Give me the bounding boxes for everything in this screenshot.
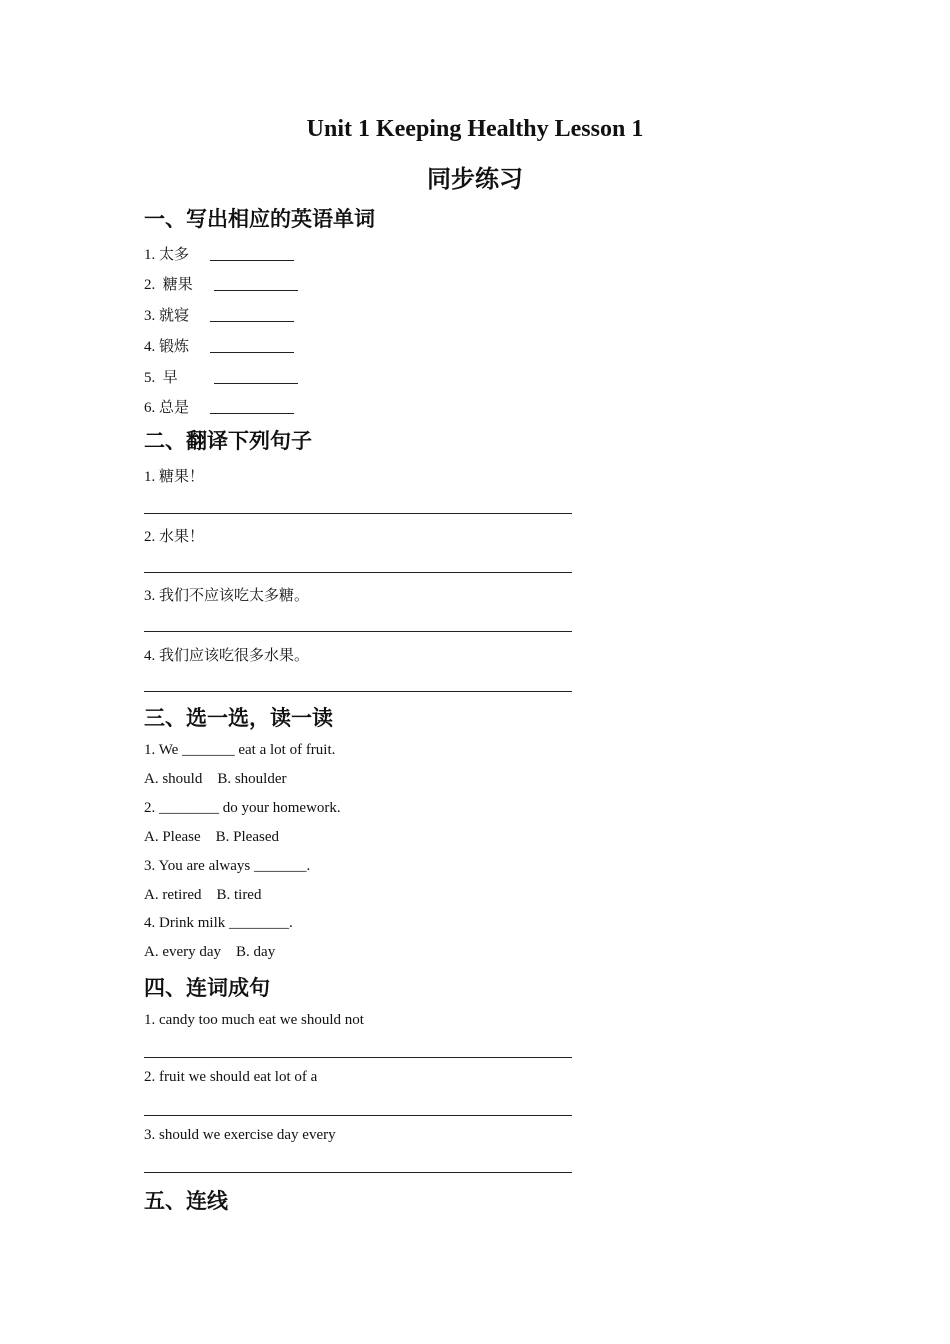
reorder-item-3: 3. should we exercise day every xyxy=(144,1127,336,1143)
answer-line[interactable] xyxy=(144,513,572,514)
section-heading-3: 三、选一选，读一读 xyxy=(144,706,333,730)
answer-line[interactable] xyxy=(144,1057,572,1058)
choice-question-1: 1. We _______ eat a lot of fruit. xyxy=(144,742,336,758)
answer-line[interactable] xyxy=(144,1115,572,1116)
choice-question-2: 2. ________ do your homework. xyxy=(144,800,341,816)
translate-item-2: 2. 水果！ xyxy=(144,529,205,545)
word-item-3: 3. 就寝 xyxy=(144,304,189,325)
page-title: Unit 1 Keeping Healthy Lesson 1 xyxy=(306,116,644,142)
section-heading-4: 四、连词成句 xyxy=(144,976,270,1000)
section-heading-1: 一、写出相应的英语单词 xyxy=(144,207,375,231)
word-item-1: 1. 太多 xyxy=(144,243,189,264)
section-heading-2: 二、翻译下列句子 xyxy=(144,429,312,453)
choice-options-2: A. Please B. Pleased xyxy=(144,829,279,845)
answer-blank[interactable] xyxy=(214,276,298,291)
answer-line[interactable] xyxy=(144,631,572,632)
choice-options-1: A. should B. shoulder xyxy=(144,771,287,787)
answer-line[interactable] xyxy=(144,1172,572,1173)
answer-blank[interactable] xyxy=(210,399,294,414)
answer-blank[interactable] xyxy=(214,369,298,384)
word-item-4: 4. 锻炼 xyxy=(144,335,189,356)
reorder-item-1: 1. candy too much eat we should not xyxy=(144,1012,364,1028)
choice-options-3: A. retired B. tired xyxy=(144,887,262,903)
choice-question-3: 3. You are always _______. xyxy=(144,858,311,874)
translate-item-3: 3. 我们不应该吃太多糖。 xyxy=(144,588,310,604)
section-heading-5: 五、连线 xyxy=(144,1189,228,1213)
choice-options-4: A. every day B. day xyxy=(144,944,276,960)
answer-line[interactable] xyxy=(144,572,572,573)
word-item-2: 2. 糖果 xyxy=(144,273,193,294)
translate-item-1: 1. 糖果！ xyxy=(144,469,205,485)
answer-line[interactable] xyxy=(144,691,572,692)
reorder-item-2: 2. fruit we should eat lot of a xyxy=(144,1069,318,1085)
page-subtitle: 同步练习 xyxy=(427,165,523,193)
translate-item-4: 4. 我们应该吃很多水果。 xyxy=(144,648,310,664)
word-item-6: 6. 总是 xyxy=(144,396,189,417)
answer-blank[interactable] xyxy=(210,246,294,261)
answer-blank[interactable] xyxy=(210,307,294,322)
choice-question-4: 4. Drink milk ________. xyxy=(144,915,293,931)
word-item-5: 5. 早 xyxy=(144,366,178,387)
answer-blank[interactable] xyxy=(210,338,294,353)
